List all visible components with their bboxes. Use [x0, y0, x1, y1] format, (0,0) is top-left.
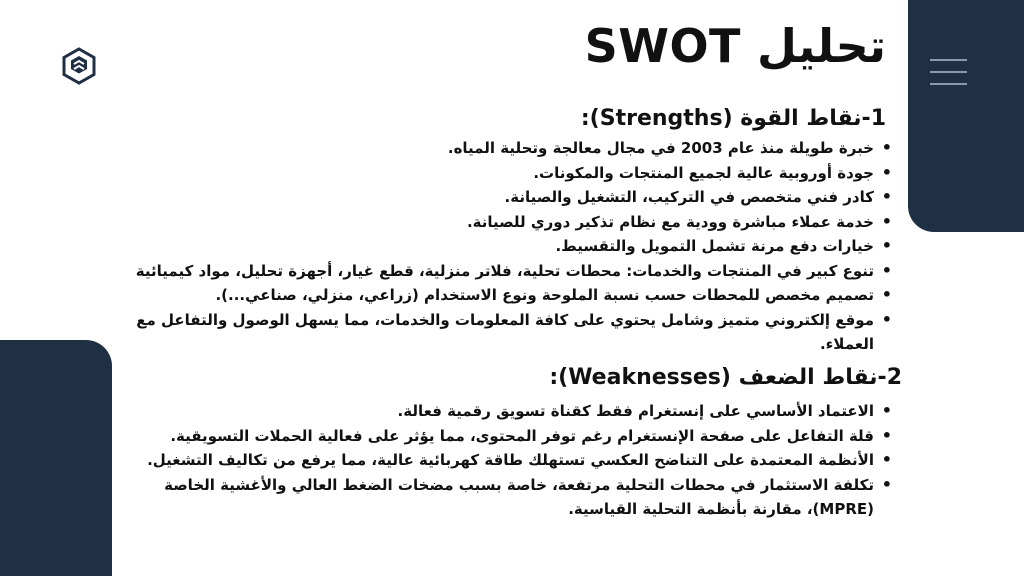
- list-item: • كادر فني متخصص في التركيب، التشغيل والصيانة.: [94, 185, 894, 210]
- list-item: • تنوع كبير في المنتجات والخدمات: محطات تحلية، فلاتر منزلية، قطع غيار، أجهزة تحليل، مواد كيميائية: [94, 259, 894, 284]
- weaknesses-heading: 2-نقاط الضعف (Weaknesses):: [549, 365, 902, 390]
- list-item: • جودة أوروبية عالية لجميع المنتجات والمكونات.: [94, 161, 894, 186]
- list-item: • موقع إلكتروني متميز وشامل يحتوي على كافة المعلومات والخدمات، مما يسهل الوصول والتفاعل مع العملاء.: [94, 308, 894, 357]
- list-item: • الأنظمة المعتمدة على التناضح العكسي تستهلك طاقة كهربائية عالية، مما يرفع من تكاليف التشغيل.: [94, 448, 894, 473]
- list-item: • خبرة طويلة منذ عام 2003 في مجال معالجة وتحلية المياه.: [94, 136, 894, 161]
- menu-line: [930, 59, 967, 61]
- hamburger-menu-icon[interactable]: [930, 59, 967, 85]
- weaknesses-list: [94, 399, 894, 522]
- list-item: • الاعتماد الأساسي على إنستغرام فقط كقناة تسويق رقمية فعالة.: [94, 399, 894, 424]
- menu-line: [930, 71, 967, 73]
- list-item: • تكلفة الاستثمار في محطات التحلية مرتفعة، خاصة بسبب مضخات الضغط العالي والأغشية الخاصة (MPRE)، مقارنة بأنظمة التحلية القياسية.: [94, 473, 894, 522]
- list-item: • قلة التفاعل على صفحة الإنستغرام رغم توفر المحتوى، مما يؤثر على فعالية الحملات التسويقية.: [94, 424, 894, 449]
- logo-icon: [60, 47, 98, 85]
- strengths-list: [94, 136, 894, 357]
- top-right-panel: [908, 0, 1024, 232]
- list-item: • تصميم مخصص للمحطات حسب نسبة الملوحة ونوع الاستخدام (زراعي، منزلي، صناعي...).: [94, 283, 894, 308]
- menu-line: [930, 83, 967, 85]
- slide-title: تحليل SWOT: [584, 19, 886, 73]
- strengths-heading: 1-نقاط القوة (Strengths):: [580, 106, 886, 131]
- list-item: • خدمة عملاء مباشرة وودية مع نظام تذكير دوري للصيانة.: [94, 210, 894, 235]
- list-item: • خيارات دفع مرنة تشمل التمويل والتقسيط.: [94, 234, 894, 259]
